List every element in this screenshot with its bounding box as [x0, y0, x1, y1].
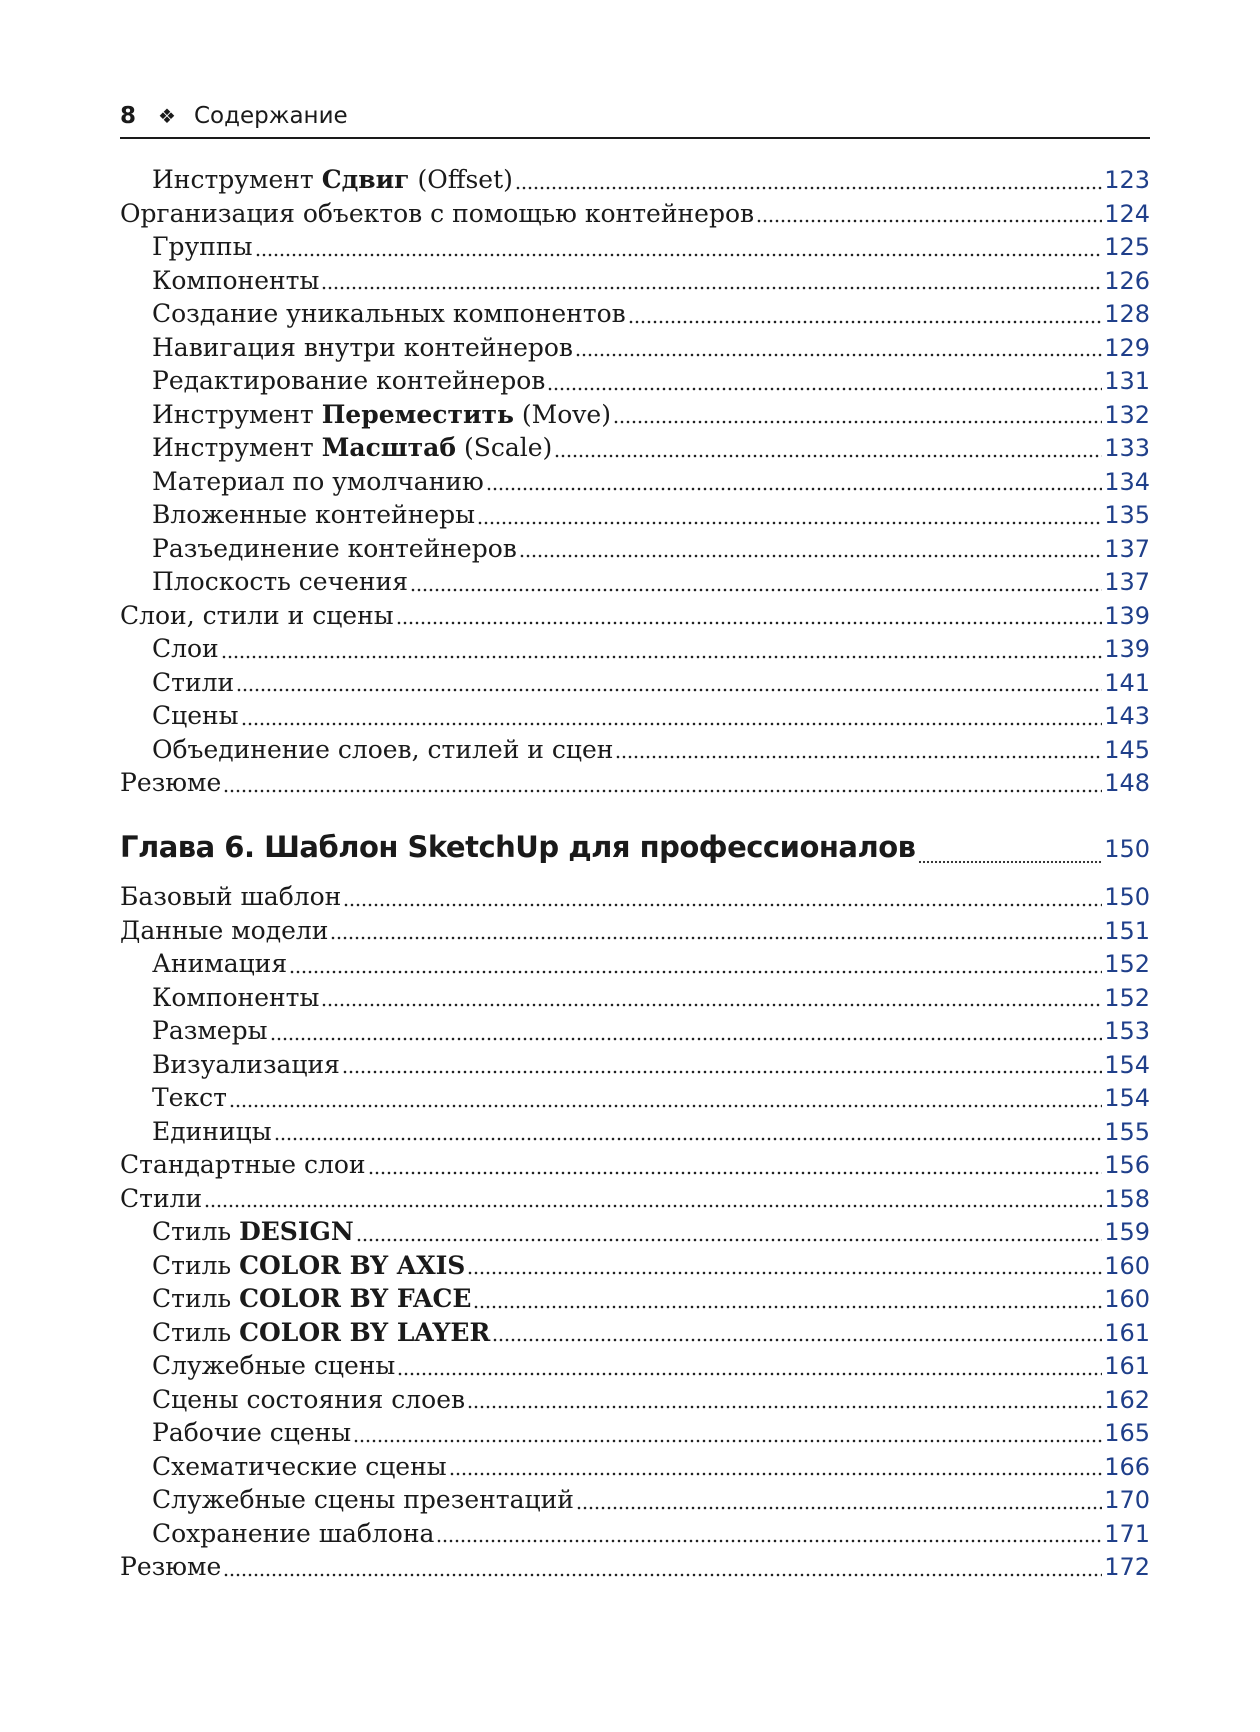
toc-entry-page-number: 160	[1104, 1285, 1150, 1313]
toc-entry-page-number: 158	[1104, 1184, 1150, 1213]
ornament-icon: ❖	[158, 104, 176, 128]
toc-entry-bold-term: Сдвиг	[321, 165, 410, 194]
toc-entry-title	[120, 599, 394, 633]
toc-entry-bold-term: COLOR BY AXIS	[239, 1250, 466, 1280]
toc-entry[interactable]	[120, 766, 1150, 800]
toc-entry-text: Инструмент	[152, 433, 322, 462]
toc-entry-text: Стиль	[152, 1284, 240, 1313]
toc-entry-page-number: 137	[1104, 568, 1150, 596]
toc-entry-title	[152, 431, 552, 465]
toc-entry[interactable]	[120, 1282, 1150, 1316]
toc-entry-title	[152, 297, 626, 331]
dot-leader	[289, 970, 1102, 974]
toc-entry-page-number: 161	[1104, 1352, 1150, 1380]
toc-entry-page-number: 172	[1104, 1553, 1150, 1581]
toc-entry-bold-term: Переместить	[321, 399, 514, 429]
toc-entry-text: Резюме	[120, 1552, 222, 1581]
toc-entry-title	[152, 1349, 395, 1383]
toc-entry-bold-term: COLOR BY FACE	[239, 1284, 472, 1313]
toc-entry-title	[152, 498, 475, 532]
toc-entry-page-number: 153	[1104, 1017, 1150, 1045]
toc-entry-title	[152, 632, 219, 666]
toc-entry-text: Организация объектов с помощью контейнеров	[120, 198, 755, 228]
toc-entry-text: Данные модели	[120, 915, 329, 945]
toc-entry-page-number: 129	[1104, 333, 1150, 362]
toc-entry-page-number: 132	[1104, 400, 1150, 429]
toc-entry[interactable]	[120, 197, 1150, 231]
toc-entry-page-number: 152	[1104, 983, 1150, 1012]
toc-entry[interactable]	[120, 565, 1150, 599]
toc-entry-text: Плоскость сечения	[152, 567, 409, 596]
toc-entry[interactable]	[120, 532, 1150, 566]
toc-entry[interactable]	[120, 981, 1150, 1015]
dot-leader	[473, 1305, 1102, 1309]
running-head-title: Содержание	[193, 103, 348, 129]
toc-entry-title	[152, 733, 613, 767]
toc-entry-page-number: 128	[1104, 300, 1150, 328]
toc-entry-text: Стиль	[152, 1217, 240, 1246]
toc-entry-suffix: (Scale)	[456, 433, 553, 462]
toc-entry-title	[152, 364, 545, 398]
toc-entry[interactable]	[120, 1483, 1150, 1517]
toc-entry-text: Сцены состояния слоев	[152, 1384, 466, 1414]
toc-entry-title	[152, 331, 573, 365]
dot-leader	[356, 1238, 1102, 1242]
toc-entry-text: Стили	[152, 667, 235, 697]
toc-entry-text: Группы	[152, 232, 253, 261]
toc-entry-title	[152, 230, 253, 264]
toc-entry-page-number: 161	[1104, 1318, 1150, 1347]
toc-entry-title	[152, 1014, 268, 1048]
toc-entry-page-number: 170	[1104, 1486, 1150, 1514]
toc-entry-suffix: (Move)	[513, 399, 611, 429]
toc-entry[interactable]	[120, 1450, 1150, 1484]
toc-entry-text: Компоненты	[152, 265, 320, 295]
toc-entry-title	[152, 1081, 227, 1115]
toc-entry[interactable]	[120, 1148, 1150, 1182]
toc-entry-page-number: 154	[1104, 1084, 1150, 1112]
toc-entry-text: Единицы	[152, 1116, 272, 1146]
toc-entry-text: Сохранение шаблона	[152, 1518, 435, 1548]
dot-leader	[615, 755, 1102, 759]
toc-entry-text: Слои, стили и сцены	[120, 600, 394, 630]
dot-leader	[613, 420, 1102, 424]
toc-entry-title	[152, 163, 513, 197]
dot-leader	[515, 186, 1102, 190]
dot-leader	[477, 521, 1102, 525]
toc-entry-title	[152, 398, 611, 432]
running-head	[120, 95, 1150, 139]
toc-entry-title	[152, 666, 234, 700]
toc-entry-title	[152, 1383, 465, 1417]
toc-entry[interactable]	[120, 1416, 1150, 1450]
toc-entry-title	[152, 565, 408, 599]
toc-entry[interactable]	[120, 1081, 1150, 1115]
dot-leader	[321, 1003, 1102, 1007]
toc-entry[interactable]	[120, 331, 1150, 365]
toc-entry-page-number: 155	[1104, 1117, 1150, 1146]
dot-leader	[492, 1338, 1102, 1342]
toc-entry-page-number: 135	[1104, 501, 1150, 529]
toc-entry-title	[152, 1282, 471, 1316]
dot-leader	[436, 1539, 1102, 1543]
toc-entry-page-number: 139	[1104, 601, 1150, 630]
dot-leader	[223, 789, 1102, 793]
page-number: 8	[120, 103, 137, 129]
toc-entry-text: Схематические сцены	[152, 1451, 447, 1481]
toc-entry-page-number: 148	[1104, 769, 1150, 797]
toc-entry[interactable]	[120, 1215, 1150, 1249]
toc-entry-text: Разъединение контейнеров	[152, 533, 517, 563]
toc-entry[interactable]	[120, 1182, 1150, 1216]
toc-entry-page-number: 166	[1104, 1452, 1150, 1481]
toc-entry[interactable]	[120, 1048, 1150, 1082]
toc-entry-page-number: 154	[1104, 1050, 1150, 1079]
toc-entry[interactable]	[120, 498, 1150, 532]
toc-entry-title	[120, 880, 341, 914]
toc-entry-text: Компоненты	[152, 982, 320, 1012]
toc-entry[interactable]	[120, 163, 1150, 197]
toc-entry-page-number: 162	[1104, 1385, 1150, 1414]
dot-leader	[397, 1372, 1102, 1376]
toc-entry[interactable]	[120, 1349, 1150, 1383]
toc-entry[interactable]	[120, 1249, 1150, 1283]
toc-entry-title	[120, 766, 221, 800]
dot-leader	[519, 554, 1102, 558]
toc-section-a	[120, 163, 1150, 800]
toc-entry-title	[152, 1450, 447, 1484]
toc-entry-title	[152, 465, 484, 499]
toc-entry-text: Редактирование контейнеров	[152, 366, 546, 395]
toc-entry-title	[120, 197, 754, 231]
toc-entry-text: Базовый шаблон	[120, 882, 342, 911]
toc-entry-title	[152, 532, 517, 566]
toc-entry-text: Инструмент	[152, 165, 322, 194]
toc-entry-text: Стандартные слои	[120, 1150, 366, 1179]
toc-entry-page-number: 160	[1104, 1251, 1150, 1280]
toc-entry[interactable]	[120, 947, 1150, 981]
dot-leader	[449, 1472, 1103, 1476]
toc-entry[interactable]	[120, 699, 1150, 733]
dot-leader	[628, 320, 1102, 324]
toc-entry[interactable]	[120, 465, 1150, 499]
dot-leader	[756, 219, 1102, 223]
toc-entry-text: Стиль	[152, 1250, 240, 1280]
dot-leader	[576, 1506, 1102, 1510]
toc-entry-page-number: 171	[1104, 1519, 1150, 1548]
toc-entry-page-number: 152	[1104, 950, 1150, 978]
toc-entry-page-number: 145	[1104, 735, 1150, 764]
toc-entry-text: Вложенные контейнеры	[152, 500, 476, 529]
toc-entry-title	[152, 947, 287, 981]
toc-entry-text: Создание уникальных компонентов	[152, 299, 626, 328]
toc-entry-text: Текст	[152, 1083, 227, 1112]
toc-entry-title	[120, 1550, 221, 1584]
dot-leader	[221, 655, 1102, 659]
toc-entry-title	[152, 1115, 272, 1149]
toc-entry-bold-term: DESIGN	[239, 1217, 354, 1246]
toc-entry-page-number: 134	[1104, 467, 1150, 496]
toc-entry-title	[152, 1249, 465, 1283]
toc-entry[interactable]	[120, 297, 1150, 331]
toc-entry-text: Анимация	[152, 949, 288, 978]
toc-entry[interactable]	[120, 264, 1150, 298]
dot-leader	[353, 1439, 1102, 1443]
toc-entry[interactable]	[120, 733, 1150, 767]
dot-leader	[918, 860, 1101, 864]
toc-entry-page-number: 133	[1104, 434, 1150, 462]
toc-entry-page-number: 165	[1104, 1419, 1150, 1447]
toc-entry-page-number: 137	[1104, 534, 1150, 563]
dot-leader	[368, 1171, 1103, 1175]
toc-entry-page-number: 156	[1104, 1151, 1150, 1179]
dot-leader	[321, 286, 1102, 290]
toc-entry-title	[120, 1182, 202, 1216]
dot-leader	[241, 722, 1103, 726]
toc-entry[interactable]	[120, 880, 1150, 914]
toc-entry[interactable]	[120, 632, 1150, 666]
toc-entry[interactable]	[120, 599, 1150, 633]
toc-entry-page-number: 125	[1104, 233, 1150, 261]
dot-leader	[229, 1104, 1102, 1108]
toc-entry[interactable]	[120, 1115, 1150, 1149]
dot-leader	[467, 1271, 1102, 1275]
dot-leader	[547, 387, 1102, 391]
toc-entry-text: Размеры	[152, 1016, 268, 1045]
dot-leader	[410, 588, 1102, 592]
toc-entry-page-number: 126	[1104, 266, 1150, 295]
toc-entry-text: Сцены	[152, 701, 239, 730]
toc-entry-page-number: 139	[1104, 635, 1150, 663]
toc-entry-text: Объединение слоев, стилей и сцен	[152, 734, 614, 764]
toc-entry-page-number: 141	[1104, 668, 1150, 697]
toc-entry[interactable]	[120, 914, 1150, 948]
toc-entry-title	[152, 264, 319, 298]
toc-entry-title	[152, 1048, 340, 1082]
dot-leader	[204, 1204, 1102, 1208]
toc-entry-text: Визуализация	[152, 1049, 340, 1079]
toc-entry-page-number: 150	[1104, 883, 1150, 911]
toc-entry-page-number: 143	[1104, 702, 1150, 730]
toc-entry-title	[152, 1316, 490, 1350]
dot-leader	[343, 903, 1102, 907]
toc-entry-page-number: 131	[1104, 367, 1150, 395]
toc-entry[interactable]	[120, 1014, 1150, 1048]
toc-entry-text: Материал по умолчанию	[152, 466, 484, 496]
toc-entry[interactable]	[120, 1383, 1150, 1417]
dot-leader	[330, 936, 1102, 940]
dot-leader	[486, 487, 1102, 491]
dot-leader	[396, 621, 1103, 625]
toc-entry[interactable]	[120, 1316, 1150, 1350]
toc-entry-suffix: (Offset)	[409, 165, 513, 194]
toc-entry[interactable]	[120, 431, 1150, 465]
toc-entry-text: Резюме	[120, 768, 222, 797]
toc-entry-title	[120, 914, 328, 948]
dot-leader	[554, 454, 1102, 458]
toc-entry-title	[152, 1483, 574, 1517]
toc-entry-bold-term: Масштаб	[321, 433, 457, 462]
toc-entry-text: Рабочие сцены	[152, 1418, 352, 1447]
toc-entry[interactable]	[120, 1550, 1150, 1584]
toc-entry-text: Инструмент	[152, 399, 322, 429]
dot-leader	[255, 253, 1103, 257]
toc-entry-bold-term: COLOR BY LAYER	[239, 1317, 491, 1347]
toc-entry-text: Стили	[120, 1183, 203, 1213]
dot-leader	[236, 688, 1102, 692]
chapter-page-number: 150	[1104, 835, 1150, 863]
chapter-heading[interactable]	[120, 830, 1150, 874]
toc-entry-title	[152, 699, 239, 733]
toc-entry-page-number: 151	[1104, 916, 1150, 945]
toc-entry-text: Навигация внутри контейнеров	[152, 332, 574, 362]
dot-leader	[342, 1070, 1102, 1074]
dot-leader	[467, 1405, 1102, 1409]
toc-entry-title	[120, 1148, 366, 1182]
toc-entry[interactable]	[120, 230, 1150, 264]
dot-leader	[270, 1037, 1103, 1041]
dot-leader	[274, 1137, 1103, 1141]
toc-entry[interactable]	[120, 398, 1150, 432]
dot-leader	[223, 1573, 1102, 1577]
toc-entry-text: Служебные сцены презентаций	[152, 1485, 574, 1514]
toc-entry-title	[152, 1215, 354, 1249]
toc-entry-text: Служебные сцены	[152, 1351, 396, 1380]
toc-entry[interactable]	[120, 1517, 1150, 1551]
toc-entry-title	[152, 1416, 351, 1450]
toc-entry-title	[152, 981, 319, 1015]
chapter-title: Глава 6. Шаблон SketchUp для профессионалов	[120, 830, 916, 864]
toc-entry-page-number: 159	[1104, 1218, 1150, 1246]
dot-leader	[575, 353, 1102, 357]
toc-section-b	[120, 880, 1150, 1584]
toc-entry-title	[152, 1517, 434, 1551]
toc-entry-page-number: 124	[1104, 199, 1150, 228]
toc-entry-page-number: 123	[1104, 166, 1150, 194]
toc-entry[interactable]	[120, 364, 1150, 398]
toc-entry-text: Слои	[152, 634, 219, 663]
toc-entry-text: Стиль	[152, 1317, 240, 1347]
toc-entry[interactable]	[120, 666, 1150, 700]
